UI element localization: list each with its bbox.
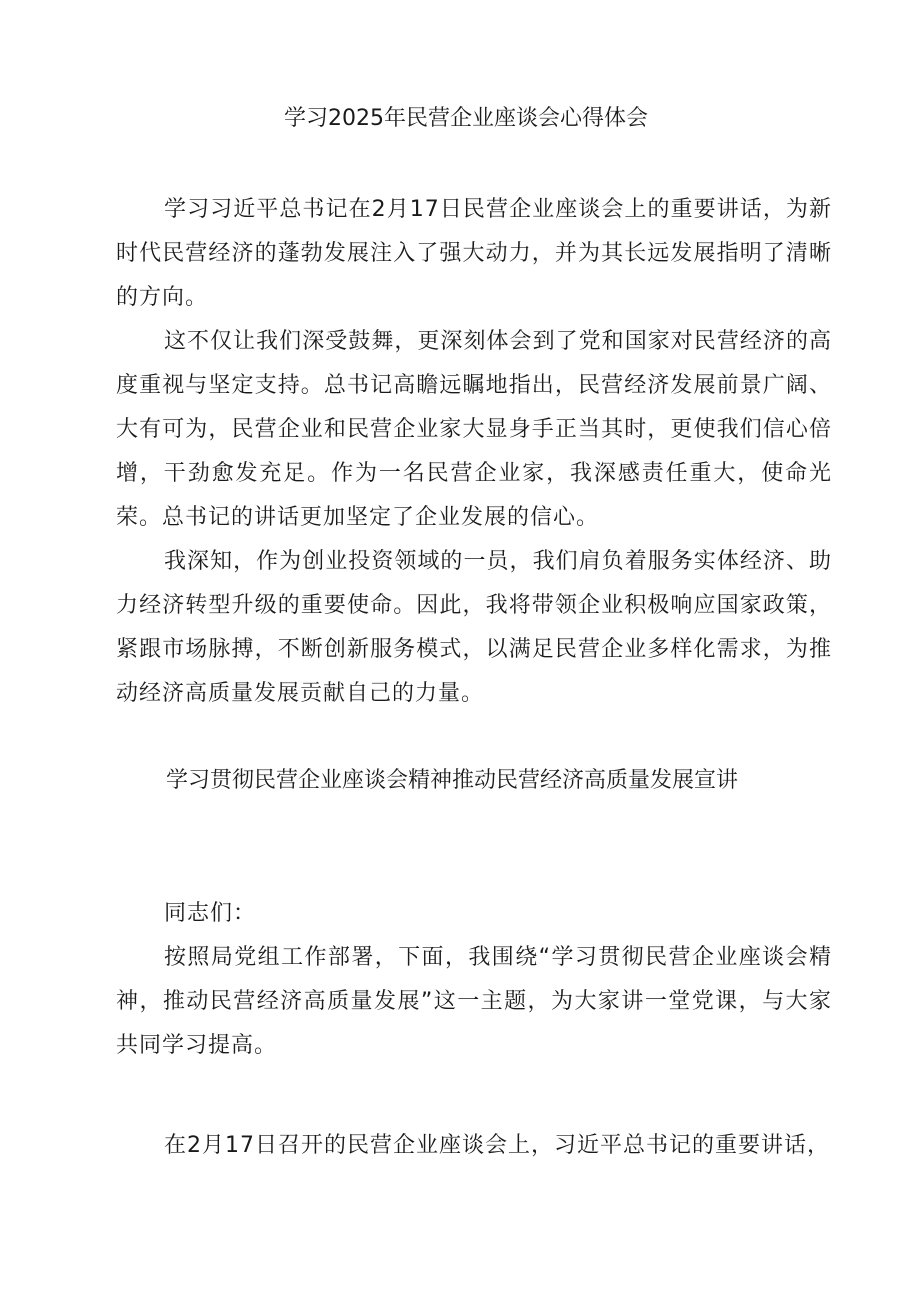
greeting: 同志们： — [164, 901, 257, 926]
section-1-paragraph-2: 这不仅让我们深受鼓舞，更深刻体会到了党和国家对民营经济的高度重视与坚定支持。总书记高瞻远瞩地指出，民营经济发展前景广阔、大有可为，民营企业和民营企业家大显身手正当其时，更使我们信心倍增，干劲愈发充足。作为一名民营企业家，我深感责任重大，使命光荣。总书记的讲话更加坚定了企业发展的信心。 — [116, 329, 832, 530]
section-2-title: 学习贯彻民营企业座谈会精神推动民营经济高质量发展宣讲 — [166, 768, 739, 793]
section-2-paragraph-2: 在2月17日召开的民营企业座谈会上，习近平总书记的重要讲话， — [164, 1133, 830, 1158]
section-1-paragraph-1: 学习习近平总书记在2月17日民营企业座谈会上的重要讲话，为新时代民营经济的蓬勃发展注入了强大动力，并为其长远发展指明了清晰的方向。 — [116, 197, 832, 310]
section-1-title: 学习2025年民营企业座谈会心得体会 — [284, 106, 648, 131]
section-2-paragraph-1: 按照局党组工作部署，下面，我围绕“学习贯彻民营企业座谈会精神，推动民营经济高质量发展”这一主题，为大家讲一堂党课，与大家共同学习提高。 — [116, 945, 832, 1058]
section-1-paragraph-3: 我深知，作为创业投资领域的一员，我们肩负着服务实体经济、助力经济转型升级的重要使命。因此，我将带领企业积极响应国家政策，紧跟市场脉搏，不断创新服务模式，以满足民营企业多样化需求，为推动经济高质量发展贡献自己的力量。 — [116, 549, 832, 706]
